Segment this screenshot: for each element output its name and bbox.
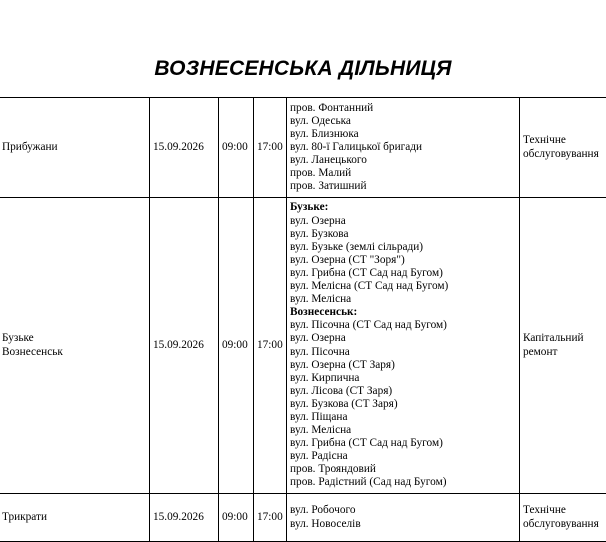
page-title: ВОЗНЕСЕНСЬКА ДІЛЬНИЦЯ [154, 57, 452, 80]
cell-text-line: ремонт [523, 345, 558, 358]
reason-cell [520, 494, 606, 542]
street-item: вул. Бузкова [290, 227, 349, 240]
street-item: вул. 80-ї Галицької бригади [290, 140, 423, 153]
street-item: пров. Малий [290, 167, 352, 180]
street-item: вул. Озерна (СТ Заря) [290, 358, 395, 371]
date-cell: 15.09.2026 [150, 198, 219, 494]
street-item: вул. Ланецького [290, 154, 367, 167]
table-row [0, 98, 606, 198]
street-item: вул. Піщана [290, 410, 348, 423]
street-item: вул. Мелісна [290, 293, 352, 306]
reason-cell [520, 98, 606, 198]
street-item: вул. Кирпична [290, 371, 360, 384]
street-item: вул. Грибна (СТ Сад над Бугом) [290, 266, 443, 279]
end-time-cell: 17:00 [254, 98, 287, 198]
cell-text-line: Прибужани [2, 140, 58, 153]
cell-text-line: Технічне [523, 504, 566, 517]
streets-cell [287, 198, 520, 494]
cell-text-line: Технічне [523, 134, 566, 147]
cell-text-line: Трикрати [2, 510, 48, 523]
street-item: вул. Озерна [290, 332, 346, 345]
reason-cell [520, 198, 606, 494]
cell-text-line: обслуговування [523, 147, 599, 160]
date-cell: 15.09.2026 [150, 98, 219, 198]
settlement-cell [0, 494, 150, 542]
start-time-cell: 09:00 [219, 98, 254, 198]
cell-text-line: Вознесенськ [2, 345, 63, 358]
street-item: вул. Озерна (СТ "Зоря") [290, 253, 405, 266]
start-time-cell: 09:00 [219, 198, 254, 494]
street-item: вул. Радісна [290, 450, 348, 463]
cell-text-line: обслуговування [523, 517, 599, 530]
street-item: вул. Мелісна [290, 424, 352, 437]
streets-cell [287, 494, 520, 542]
street-item: пров. Трояндовий [290, 463, 376, 476]
street-item: вул. Бузьке (землі сільради) [290, 240, 424, 253]
street-item: пров. Затишний [290, 180, 367, 193]
street-item: вул. Робочого [290, 504, 356, 517]
street-item: вул. Пісочна (СТ Сад над Бугом) [290, 319, 447, 332]
street-item: вул. Пісочна [290, 345, 350, 358]
end-time-cell: 17:00 [254, 198, 287, 494]
settlement-subheading: Бузьке: [290, 201, 329, 214]
settlement-cell [0, 98, 150, 198]
street-item: вул. Одеська [290, 114, 351, 127]
street-item: пров. Радістний (Сад над Бугом) [290, 476, 447, 489]
street-item: вул. Грибна (СТ Сад над Бугом) [290, 437, 443, 450]
street-item: вул. Бузкова (СТ Заря) [290, 397, 398, 410]
cell-text-line: Капітальний [523, 332, 584, 345]
date-cell: 15.09.2026 [150, 494, 219, 542]
cell-text-line: Бузьке [2, 332, 34, 345]
street-item: вул. Новоселів [290, 517, 361, 530]
streets-cell [287, 98, 520, 198]
settlement-subheading: Вознесенськ: [290, 306, 358, 319]
table-row [0, 198, 606, 494]
schedule-body [0, 98, 606, 542]
street-item: вул. Мелісна (СТ Сад над Бугом) [290, 280, 449, 293]
street-item: пров. Фонтанний [290, 101, 374, 114]
start-time-cell: 09:00 [219, 494, 254, 542]
outage-schedule-table [0, 97, 606, 542]
street-item: вул. Озерна [290, 214, 346, 227]
street-item: вул. Близнюка [290, 127, 359, 140]
settlement-cell [0, 198, 150, 494]
end-time-cell: 17:00 [254, 494, 287, 542]
street-item: вул. Лісова (СТ Заря) [290, 384, 393, 397]
table-row [0, 494, 606, 542]
